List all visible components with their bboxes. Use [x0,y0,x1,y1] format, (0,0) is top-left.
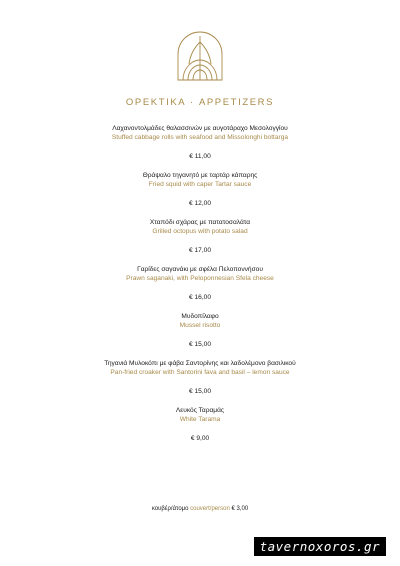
menu-item [0,218,400,265]
menu-item [0,359,400,406]
item-name-greek: Μυδοπίλαφο [181,313,219,320]
item-price: € 17,00 [189,247,211,254]
menu-item [0,312,400,359]
couvert-greek: κουβέρ/άτομο [151,506,189,512]
section-title: ΟΡΕΚΤΙΚΑ · APPETIZERS [125,97,275,108]
item-name-english: Grilled octopus with potato salad [152,228,248,235]
item-name-greek: Λαχανοντολμάδες θαλασσινών με αυγοτάραχο Μεσολογγίου [112,125,288,132]
item-name-english: Mussel risotto [179,322,221,329]
item-name-greek: Χταπόδι σχάρας με πατατοσαλάτα [149,219,251,226]
item-price: € 16,00 [189,294,211,301]
item-price: € 12,00 [189,200,211,207]
item-price: € 15,00 [189,341,211,348]
item-name-english: Prawn saganaki, with Peloponnesian Sfela cheese [126,275,274,282]
menu-item [0,171,400,218]
item-price: € 11,00 [189,153,211,160]
item-name-greek: Τηγανιά Μυλοκόπι με φάβα Σαντορίνης και λαδολέμονο βασιλικού [104,360,296,367]
menu-item [0,265,400,312]
item-name-english: Fried squid with caper Tartar sauce [148,181,252,188]
menu-list [0,124,400,453]
menu-item [0,124,400,171]
item-name-greek: Γαρίδες σαγανάκι με σφέλα Πελοποννήσου [137,266,263,273]
menu-item [0,406,400,453]
item-name-greek: Λευκός Ταραμάς [175,407,225,414]
item-name-greek: Θράψαλο τηγανητό με ταρτάρ κάπαρης [142,172,258,179]
item-name-english: Pan-fried croaker with Santorini fava and basil – lemon sauce [110,369,290,376]
couvert-note [0,506,400,512]
item-price: € 9,00 [190,435,210,442]
arch-logo-icon [174,30,226,82]
item-price: € 15,00 [189,388,211,395]
watermark: tavernoxoros.gr [254,537,386,556]
item-name-english: Stuffed cabbage rolls with seafood and Missolonghi bottarga [111,134,289,141]
couvert-price: € 3,00 [231,506,249,512]
item-name-english: White Tarama [179,416,221,423]
couvert-english: couvert/person [190,506,230,512]
